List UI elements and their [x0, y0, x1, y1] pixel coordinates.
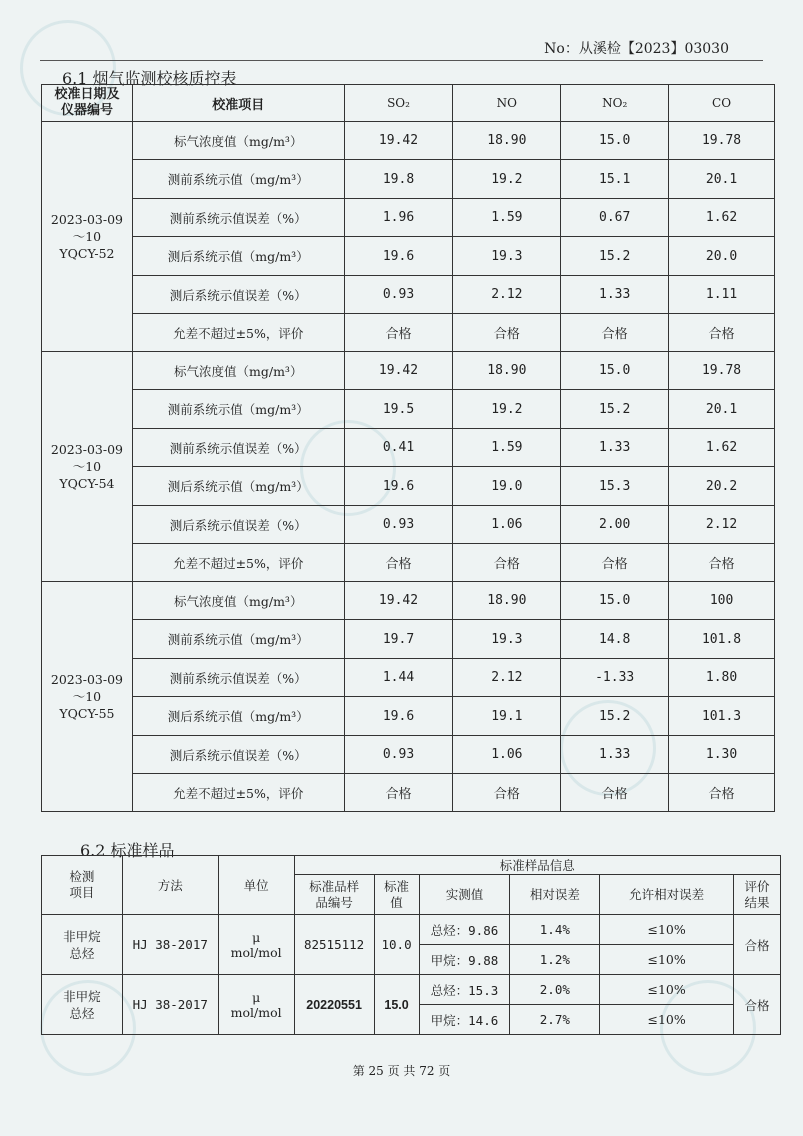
measurement-value: 1.80	[669, 659, 775, 697]
measurement-value: 100	[669, 582, 775, 620]
measurement-value: 1.62	[669, 199, 775, 237]
date-device-cell	[42, 582, 133, 812]
measurement-value: 19.78	[669, 352, 775, 390]
evaluation-result: 合格	[669, 544, 775, 582]
measurement-value: 15.1	[561, 160, 669, 199]
table-row	[42, 160, 775, 199]
measurement-value: 2.00	[561, 506, 669, 544]
measurement-value: 15.2	[561, 697, 669, 736]
calibration-item: 测后系统示值（mg/m³）	[132, 237, 344, 276]
allowed-error: ≤10%	[600, 1005, 734, 1035]
header-rel-err: 相对误差	[510, 875, 600, 915]
measurement-value: 15.0	[561, 122, 669, 160]
relative-error: 2.7%	[510, 1005, 600, 1035]
table-row	[42, 506, 775, 544]
measurement-value: 19.78	[669, 122, 775, 160]
measurement-value: 18.90	[453, 122, 561, 160]
header-item: 检测 项目	[42, 856, 123, 915]
evaluation-result: 合格	[561, 314, 669, 352]
evaluation-result: 合格	[453, 774, 561, 812]
measurement-value: 1.06	[453, 736, 561, 774]
table-row	[42, 122, 775, 160]
calibration-item: 测前系统示值（mg/m³）	[132, 160, 344, 199]
header-std: 标准 值	[374, 875, 419, 915]
calibration-item: 允差不超过±5%，评价	[132, 314, 344, 352]
evaluation-result: 合格	[344, 544, 453, 582]
evaluation-result: 合格	[344, 774, 453, 812]
unit: μ mol/mol	[218, 915, 294, 975]
table-row	[42, 620, 775, 659]
measurement-value: 1.96	[344, 199, 453, 237]
table-row	[42, 544, 775, 582]
measurement-value: 1.59	[453, 199, 561, 237]
table-row	[42, 352, 775, 390]
header-pollutant: NO₂	[561, 85, 669, 122]
measurement-value: 1.06	[453, 506, 561, 544]
measured-value: 甲烷：14.6	[419, 1005, 510, 1035]
measurement-value: 18.90	[453, 352, 561, 390]
header-item: 校准项目	[132, 85, 344, 122]
measurement-value: 19.0	[453, 467, 561, 506]
calibration-item: 测前系统示值误差（%）	[132, 429, 344, 467]
evaluation-result: 合格	[734, 915, 781, 975]
measurement-value: 18.90	[453, 582, 561, 620]
calibration-item: 测前系统示值误差（%）	[132, 199, 344, 237]
sample-number: 82515112	[294, 915, 374, 975]
measurement-value: 1.62	[669, 429, 775, 467]
test-item: 非甲烷 总烃	[42, 975, 123, 1035]
measurement-value: 19.6	[344, 467, 453, 506]
relative-error: 1.4%	[510, 915, 600, 945]
header-pollutant: NO	[453, 85, 561, 122]
measurement-value: 19.7	[344, 620, 453, 659]
evaluation-result: 合格	[344, 314, 453, 352]
header-allowed: 允许相对误差	[600, 875, 734, 915]
measurement-value: 20.0	[669, 237, 775, 276]
header-measured: 实测值	[419, 875, 510, 915]
flue-gas-calibration-table	[41, 84, 775, 812]
measurement-value: 19.42	[344, 582, 453, 620]
calibration-date: 2023-03-09	[50, 672, 123, 687]
measured-value: 总烃：15.3	[419, 975, 510, 1005]
evaluation-result: 合格	[453, 314, 561, 352]
relative-error: 1.2%	[510, 945, 600, 975]
date-device-cell	[42, 122, 133, 352]
measurement-value: 101.8	[669, 620, 775, 659]
evaluation-result: 合格	[561, 774, 669, 812]
header-date-device: 校准日期及 仪器编号	[42, 85, 133, 122]
device-number: YQCY-54	[59, 476, 115, 491]
measurement-value: 19.2	[453, 390, 561, 429]
measurement-value: 1.11	[669, 276, 775, 314]
table-header-row	[42, 85, 775, 122]
measurement-value: 19.6	[344, 237, 453, 276]
table-row	[42, 582, 775, 620]
header-unit: 单位	[218, 856, 294, 915]
header-pollutant: CO	[669, 85, 775, 122]
allowed-error: ≤10%	[600, 975, 734, 1005]
table-row	[42, 467, 775, 506]
calibration-date: 2023-03-09	[50, 442, 123, 457]
table-row	[42, 237, 775, 276]
calibration-date-to: ～10	[72, 689, 102, 704]
calibration-date: 2023-03-09	[50, 212, 123, 227]
evaluation-result: 合格	[453, 544, 561, 582]
measurement-value: 1.33	[561, 429, 669, 467]
standard-value: 15.0	[374, 975, 419, 1035]
measurement-value: 0.93	[344, 276, 453, 314]
calibration-item: 标气浓度值（mg/m³）	[132, 352, 344, 390]
calibration-date-to: ～10	[72, 229, 102, 244]
measurement-value: 1.30	[669, 736, 775, 774]
standard-sample-table	[41, 855, 781, 1035]
calibration-item: 测后系统示值（mg/m³）	[132, 467, 344, 506]
table-row	[42, 429, 775, 467]
test-method: HJ 38-2017	[122, 915, 218, 975]
measurement-value: 19.1	[453, 697, 561, 736]
calibration-item: 测前系统示值（mg/m³）	[132, 390, 344, 429]
measurement-value: 0.41	[344, 429, 453, 467]
measurement-value: 19.3	[453, 620, 561, 659]
calibration-item: 允差不超过±5%，评价	[132, 774, 344, 812]
header-method: 方法	[122, 856, 218, 915]
header-sample-info: 标准样品信息	[294, 856, 780, 875]
measurement-value: 15.2	[561, 390, 669, 429]
measurement-value: 0.93	[344, 736, 453, 774]
measurement-value: 19.42	[344, 122, 453, 160]
measured-value: 总烃：9.86	[419, 915, 510, 945]
header-rule	[40, 60, 763, 61]
device-number: YQCY-55	[59, 706, 115, 721]
measurement-value: 19.3	[453, 237, 561, 276]
document-number: No：从溪检【2023】03030	[544, 41, 729, 57]
measurement-value: 20.2	[669, 467, 775, 506]
test-item: 非甲烷 总烃	[42, 915, 123, 975]
calibration-item: 测前系统示值（mg/m³）	[132, 620, 344, 659]
unit: μ mol/mol	[218, 975, 294, 1035]
test-method: HJ 38-2017	[122, 975, 218, 1035]
table-row	[42, 390, 775, 429]
measurement-value: -1.33	[561, 659, 669, 697]
measurement-value: 15.0	[561, 582, 669, 620]
standard-value: 10.0	[374, 915, 419, 975]
table-row	[42, 314, 775, 352]
measurement-value: 19.2	[453, 160, 561, 199]
table-row	[42, 697, 775, 736]
measurement-value: 1.44	[344, 659, 453, 697]
calibration-date-to: ～10	[72, 459, 102, 474]
section-title-6-1: 6.1 烟气监测校核质控表	[62, 69, 237, 88]
measurement-value: 0.67	[561, 199, 669, 237]
measurement-value: 19.8	[344, 160, 453, 199]
calibration-item: 测后系统示值误差（%）	[132, 276, 344, 314]
header-pollutant: SO₂	[344, 85, 453, 122]
evaluation-result: 合格	[734, 975, 781, 1035]
relative-error: 2.0%	[510, 975, 600, 1005]
calibration-item: 测后系统示值误差（%）	[132, 736, 344, 774]
allowed-error: ≤10%	[600, 915, 734, 945]
table-header-row	[42, 856, 781, 875]
evaluation-result: 合格	[669, 774, 775, 812]
measurement-value: 15.2	[561, 237, 669, 276]
measurement-value: 20.1	[669, 160, 775, 199]
sample-number: 20220551	[294, 975, 374, 1035]
measurement-value: 19.42	[344, 352, 453, 390]
evaluation-result: 合格	[669, 314, 775, 352]
measurement-value: 2.12	[453, 276, 561, 314]
measurement-value: 2.12	[669, 506, 775, 544]
calibration-item: 允差不超过±5%，评价	[132, 544, 344, 582]
table-row	[42, 659, 775, 697]
table-row	[42, 915, 781, 945]
evaluation-result: 合格	[561, 544, 669, 582]
measurement-value: 1.59	[453, 429, 561, 467]
header-sample-no: 标准品样 品编号	[294, 875, 374, 915]
measured-value: 甲烷：9.88	[419, 945, 510, 975]
table-row	[42, 276, 775, 314]
calibration-item: 测后系统示值误差（%）	[132, 506, 344, 544]
measurement-value: 15.3	[561, 467, 669, 506]
table-row	[42, 774, 775, 812]
measurement-value: 19.5	[344, 390, 453, 429]
calibration-item: 标气浓度值（mg/m³）	[132, 122, 344, 160]
calibration-item: 测前系统示值误差（%）	[132, 659, 344, 697]
section-title-6-2: 6.2 标准样品	[80, 841, 175, 860]
measurement-value: 0.93	[344, 506, 453, 544]
table-row	[42, 736, 775, 774]
device-number: YQCY-52	[59, 246, 115, 261]
table-row	[42, 199, 775, 237]
measurement-value: 2.12	[453, 659, 561, 697]
allowed-error: ≤10%	[600, 945, 734, 975]
date-device-cell	[42, 352, 133, 582]
measurement-value: 15.0	[561, 352, 669, 390]
measurement-value: 20.1	[669, 390, 775, 429]
measurement-value: 1.33	[561, 276, 669, 314]
measurement-value: 1.33	[561, 736, 669, 774]
header-result: 评价 结果	[734, 875, 781, 915]
calibration-item: 测后系统示值（mg/m³）	[132, 697, 344, 736]
measurement-value: 19.6	[344, 697, 453, 736]
calibration-item: 标气浓度值（mg/m³）	[132, 582, 344, 620]
page-footer: 第 25 页 共 72 页	[352, 1064, 451, 1078]
measurement-value: 14.8	[561, 620, 669, 659]
table-row	[42, 975, 781, 1005]
measurement-value: 101.3	[669, 697, 775, 736]
